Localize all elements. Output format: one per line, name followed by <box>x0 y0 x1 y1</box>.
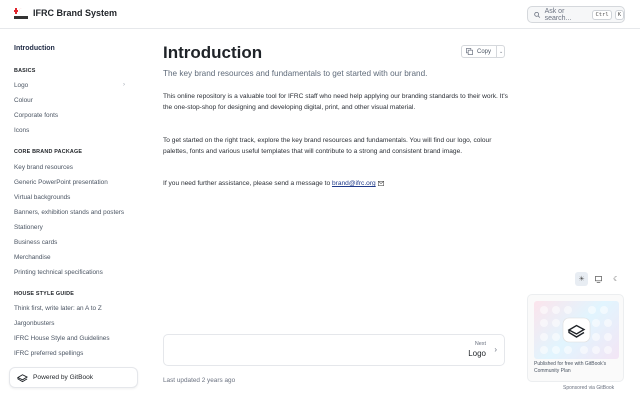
top-bar <box>0 0 640 29</box>
sidebar-item-introduction[interactable]: Introduction <box>14 45 55 52</box>
ifrc-logo-icon[interactable] <box>14 8 28 21</box>
sidebar <box>0 29 148 400</box>
intro-paragraph-3 <box>163 179 508 190</box>
gitbook-promo-image <box>534 301 619 359</box>
intro-paragraph-2: To get started on the right track, explore the key brand resources and fundamentals. You will find our logo, colour palettes, fonts and various useful templates that will contribute to a strong and consistent brand image. <box>163 137 492 155</box>
search-placeholder: Ask or search... <box>544 7 572 22</box>
copy-icon <box>466 48 473 55</box>
sidebar-item-merchandise[interactable]: Merchandise <box>14 254 51 261</box>
sidebar-item-business-cards[interactable]: Business cards <box>14 239 58 246</box>
shortcut-key-ctrl: Ctrl <box>592 10 611 20</box>
sidebar-item-printing-specs[interactable]: Printing technical specifications <box>14 269 103 276</box>
next-label: Next <box>474 341 486 347</box>
contact-prefix: If you need further assistance, please send a message to <box>163 180 332 187</box>
sidebar-item-a-to-z[interactable]: Think first, write later: an A to Z <box>14 305 102 312</box>
contact-email-link[interactable]: brand@ifrc.org <box>331 180 376 187</box>
powered-by-gitbook-button[interactable] <box>9 367 138 388</box>
monitor-icon[interactable] <box>592 272 605 286</box>
mail-icon <box>378 181 384 186</box>
copy-page-button[interactable] <box>461 45 505 58</box>
moon-icon[interactable]: ☾ <box>613 276 620 283</box>
sponsored-via-label[interactable]: Sponsored via GitBook <box>563 385 615 391</box>
chevron-right-icon: › <box>494 345 497 354</box>
sidebar-heading-house-style-guide: HOUSE STYLE GUIDE <box>14 291 75 297</box>
last-updated: Last updated 2 years ago <box>163 377 236 384</box>
sidebar-heading-basics: BASICS <box>14 68 36 74</box>
app-title[interactable]: IFRC Brand System <box>33 8 118 18</box>
sidebar-item-corporate-fonts[interactable]: Corporate fonts <box>14 112 59 119</box>
search-input[interactable] <box>527 6 625 23</box>
sidebar-item-banners[interactable]: Banners, exhibition stands and posters <box>14 209 125 216</box>
next-page-card[interactable] <box>163 334 505 366</box>
shortcut-key-k: K <box>615 10 624 20</box>
sidebar-item-icons[interactable]: Icons <box>14 127 30 134</box>
chevron-down-icon[interactable]: ⌄ <box>499 48 504 55</box>
sidebar-item-virtual-backgrounds[interactable]: Virtual backgrounds <box>14 194 71 201</box>
copy-label: Copy <box>477 48 492 55</box>
sidebar-item-stationery[interactable]: Stationery <box>14 224 43 231</box>
sidebar-item-house-style[interactable]: IFRC House Style and Guidelines <box>14 335 110 342</box>
copy-divider <box>496 45 497 58</box>
sun-icon[interactable]: ☀ <box>575 272 588 286</box>
sponsor-ad-text: Published for free with GitBook's Community Plan <box>534 361 607 374</box>
intro-paragraph-1: This online repository is a valuable tool for IFRC staff who need help applying our branding standards to their work. It's the one-stop-shop for designing and developing digital, print, and other visual material. <box>163 93 508 111</box>
theme-switcher <box>575 272 627 287</box>
search-icon <box>534 11 541 19</box>
sidebar-heading-core-brand-package: CORE BRAND PACKAGE <box>14 149 83 155</box>
chevron-right-icon[interactable]: › <box>123 82 125 88</box>
sidebar-item-key-brand-resources[interactable]: Key brand resources <box>14 164 73 171</box>
page-title: Introduction <box>163 43 263 62</box>
sidebar-item-jargonbusters[interactable]: Jargonbusters <box>14 320 55 327</box>
page-subtitle: The key brand resources and fundamentals to get started with our brand. <box>163 69 428 78</box>
sidebar-item-powerpoint[interactable]: Generic PowerPoint presentation <box>14 179 108 186</box>
gitbook-icon <box>17 372 28 383</box>
powered-by-label: Powered by GitBook <box>33 374 94 381</box>
sponsor-card[interactable] <box>527 294 624 382</box>
sidebar-item-colour[interactable]: Colour <box>14 97 33 104</box>
sidebar-item-preferred-spellings[interactable]: IFRC preferred spellings <box>14 350 84 357</box>
sidebar-item-logo[interactable]: Logo <box>14 82 29 89</box>
next-page-title: Logo <box>468 349 486 358</box>
